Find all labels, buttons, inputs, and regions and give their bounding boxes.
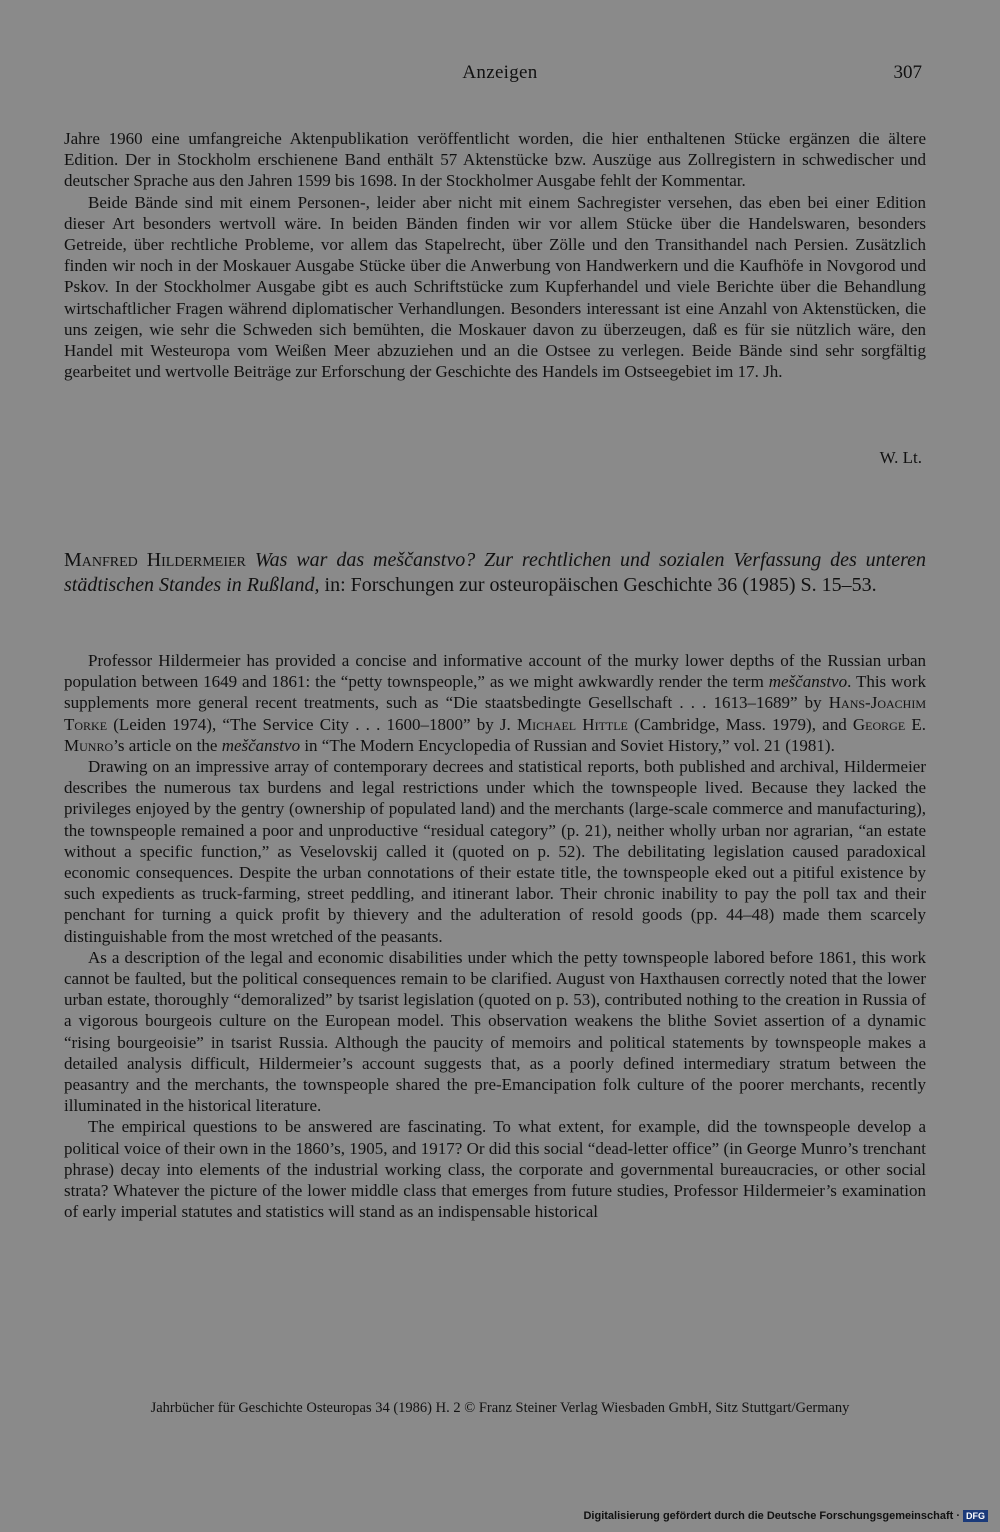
review-author: Manfred Hildermeier (64, 549, 246, 571)
running-header: Anzeigen (462, 62, 538, 83)
journal-footer: Jahrbücher für Geschichte Osteuropas 34 (1986) H. 2 © Franz Steiner Verlag Wiesbaden GmbH, Sitz Stuttgart/Germany (150, 1400, 850, 1416)
previous-review-text (64, 128, 926, 382)
review-source: in: Forschungen zur osteuropäischen Geschichte 36 (1985) S. 15–53. (324, 574, 877, 596)
paragraph: Drawing on an impressive array of contemporary decrees and statistical reports, both published and archival, Hildermeier describes the numerous tax burdens and legal restrictions under which the townspeople lived. Because they lacked the privileges enjoyed by the gentry (ownership of populated land) and the merchants (large-scale commerce and manufacturing), the townspeople remained a poor and unproductive “residual category” (p. 21), neither wholly urban nor agrarian, “an estate without a specific function,” as Veselovskij called it (quoted on p. 52). The debilitating legislation caused paradoxical economic consequences. Despite the urban connotations of their estate title, the townspeople eked out a pitiful existence by such expedients as truck-farming, street peddling, and itinerant labor. Their chronic inability to pay the poll tax and their penchant for turning a quick profit by thievery and the adulteration of resold goods (pp. 44–48) made them scarcely distinguishable from the most wretched of the peasants. (64, 757, 926, 946)
review-citation (64, 548, 926, 598)
paragraph: The empirical questions to be answered are fascinating. To what extent, for example, did the townspeople develop a political voice of their own in the 1860’s, 1905, and 1917? Or did this social “dead-letter office” (in George Munro’s trenchant phrase) decay into elements of the industrial working class, the corporate and governmental bureaucracies, or other social strata? Whatever the picture of the lower middle class that emerges from future studies, Professor Hildermeier’s examination of early imperial statutes and statistics will stand as an indispensable historical (64, 1117, 926, 1222)
dfg-text: Digitalisierung gefördert durch die Deutsche Forschungsgemeinschaft · (583, 1510, 960, 1522)
review-body (64, 650, 926, 1222)
dfg-funding-note (583, 1510, 988, 1522)
review-title: Was war das meščanstvo? Zur rechtlichen und sozialen Verfassung des unteren städtischen Standes in Rußland, (64, 549, 927, 596)
page-number: 307 (893, 62, 922, 83)
paragraph: Beide Bände sind mit einem Personen-, leider aber nicht mit einem Sachregister versehen, das eben bei einer Edition dieser Art besonders wertvoll wäre. In beiden Bänden finden wir vor allem Stücke über die Handelswaren, besonders Getreide, über rechtliche Probleme, vor allem das Stapelrecht, über Zölle und den Transithandel nach Persien. Zusätzlich finden wir noch in der Moskauer Ausgabe Stücke über die Anwerbung von Handwerkern und die Kaufhöfe in Novgorod und Pskov. In der Stockholmer Ausgabe gibt es auch Schriftstücke zum Kupferhandel und viele Berichte über die Behandlung wirtschaftlicher Fragen während diplomatischer Verhandlungen. Besonders interessant ist eine Anzahl von Aktenstücken, die uns zeigen, wie sehr die Schweden sich bemühten, die Moskauer davon zu überzeugen, daß es für sie nützlich wäre, den Handel mit Westeuropa vom Weißen Meer abzuziehen und an die Ostsee zu verlegen. Beide Bände sind sehr sorgfältig gearbeitet und wertvolle Beiträge zur Erforschung der Geschichte des Handels im Ostseegebiet im 17. Jh. (64, 192, 926, 382)
paragraph: Professor Hildermeier has provided a concise and informative account of the murky lower depths of the Russian urban population between 1649 and 1861: the “petty townspeople,” as we might awkwardly render the term meščanstvo. This work supplements more general recent treatments, such as “Die staatsbedingte Gesellschaft . . . 1613–1689” by Hans-Joachim Torke (Leiden 1974), “The Service City . . . 1600–1800” by J. Michael Hittle (Cambridge, Mass. 1979), and George E. Munro’s article on the meščanstvo in “The Modern Encyclopedia of Russian and Soviet History,” vol. 21 (1981). (64, 651, 927, 755)
reviewer-signature: W. Lt. (879, 448, 922, 467)
paragraph: Jahre 1960 eine umfangreiche Aktenpublikation veröffentlicht worden, die hier enthaltenen Stücke ergänzen die ältere Edition. Der in Stockholm erschienene Band enthält 57 Aktenstücke bzw. Auszüge aus Zollregistern in schwedischer und deutscher Sprache aus den Jahren 1599 bis 1698. In der Stockholmer Ausgabe fehlt der Kommentar. (64, 129, 926, 191)
dfg-logo-icon: DFG (963, 1510, 988, 1522)
paragraph: As a description of the legal and economic disabilities under which the petty townspeople labored before 1861, this work cannot be faulted, but the political consequences remain to be clarified. August von Haxthausen correctly noted that the lower urban estate, thoroughly “demoralized” by tsarist legislation (quoted on p. 53), contributed nothing to the creation in Russia of a vigorous bourgeois culture on the European model. This observation weakens the blithe Soviet assertion of a dynamic “rising bourgeoisie” in tsarist Russia. Although the paucity of memoirs and political statements by townspeople makes a detailed analysis difficult, Hildermeier’s account suggests that, as a poorly defined intermediary stratum between the peasantry and the merchants, the townspeople shared the pre-Emancipation folk culture of the poorer merchants, recently illuminated in the historical literature. (64, 947, 926, 1116)
